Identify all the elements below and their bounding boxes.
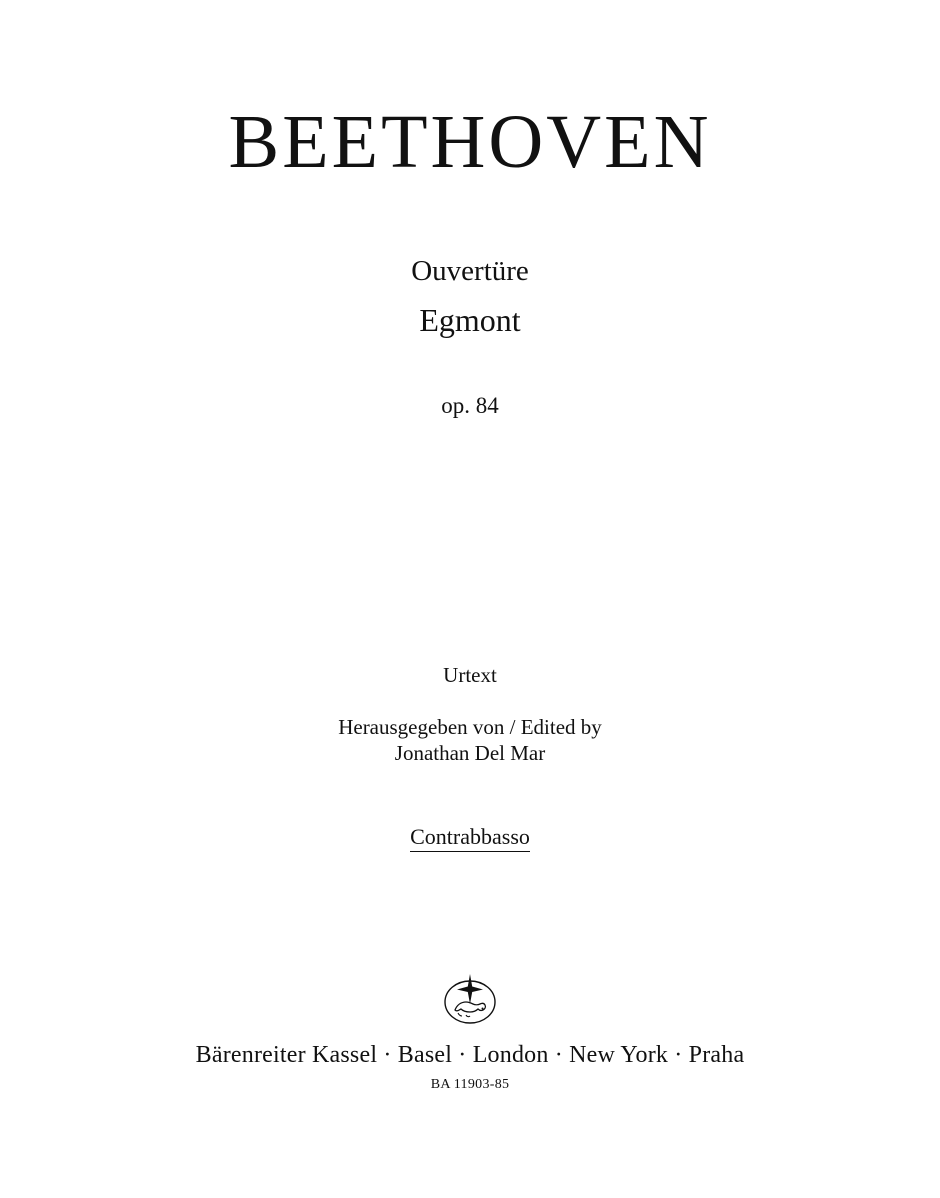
publisher-block (0, 1042, 940, 1093)
baerenreiter-bear-logo (438, 966, 502, 1030)
work-genre: Ouvertüre (411, 255, 529, 287)
editor-block (0, 715, 940, 766)
plate-number: BA 11903-85 (430, 1077, 510, 1092)
opus-number: op. 84 (441, 392, 499, 418)
part-name-text: Contrabbasso (410, 824, 530, 852)
editor-credit-line: Herausgegeben von / Edited by (338, 715, 602, 739)
edition-block (0, 663, 940, 766)
urtext-label: Urtext (443, 663, 497, 687)
part-name (0, 824, 940, 850)
work-title: Egmont (419, 302, 521, 339)
work-title-block (0, 253, 940, 419)
publisher-line: Bärenreiter Kassel · Basel · London · New York · Praha (195, 1042, 745, 1068)
composer-name: BEETHOVEN (228, 100, 712, 184)
editor-name: Jonathan Del Mar (394, 740, 546, 765)
